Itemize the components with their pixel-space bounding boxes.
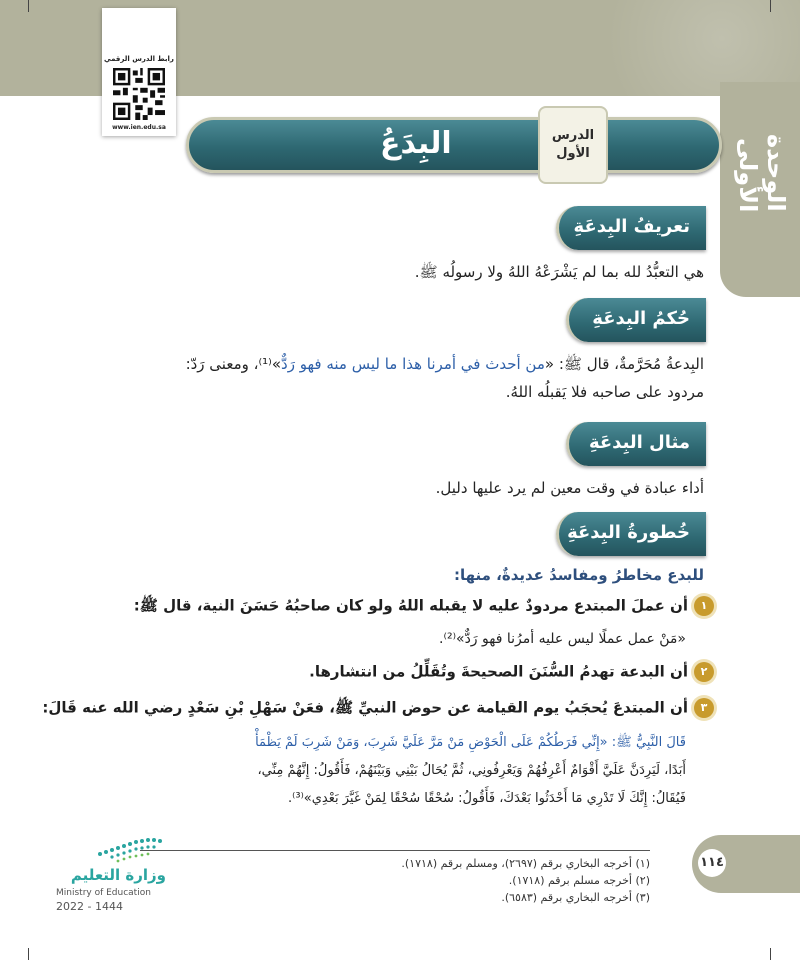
qr-label: رابط الدرس الرقمي xyxy=(104,55,174,63)
qr-url[interactable]: www.ien.edu.sa xyxy=(112,124,166,131)
section-header-danger xyxy=(556,512,706,556)
definition-text: هي التعبُّدُ لله بما لم يَشْرَعْهُ اللهُ ولا رسولُه ﷺ. xyxy=(414,263,704,281)
qr-code-icon[interactable] xyxy=(113,68,165,120)
section-header-definition xyxy=(556,206,706,250)
ruling-meaning: مردود على صاحبه فلا يَقبلُه اللهُ. xyxy=(505,383,704,401)
crop-mark xyxy=(28,948,29,960)
lesson-badge-word: الدرس xyxy=(551,128,595,143)
crop-mark xyxy=(770,0,771,12)
ministry-name-ar: وزارة التعليم xyxy=(70,866,166,884)
danger-intro: للبدع مخاطرُ ومفاسدُ عديدةٌ، منها: xyxy=(453,566,704,584)
section-title: حُكمُ البِدعَةِ xyxy=(592,308,690,329)
section-title: تعريفُ البِدعَةِ xyxy=(573,216,690,237)
lesson-badge-order: الأول xyxy=(556,146,590,161)
danger-point-2 xyxy=(309,662,714,682)
crop-mark xyxy=(770,948,771,960)
point-number: ٣ xyxy=(694,698,714,718)
danger-point-3-hadith-line-3: فَيُقَالُ: إِنَّكَ لَا تَدْرِي مَا أَحْدَثُوا بَعْدَكَ، فَأَقُولُ: سُحْقًا سُحْقًا لِمَنْ غَيَّرَ بَعْدِي»⁽³⁾. xyxy=(288,791,686,806)
page-number-tab xyxy=(692,835,800,893)
example-text: أداء عبادة في وقت معين لم يرد عليها دليل. xyxy=(435,479,704,497)
section-header-ruling xyxy=(566,298,706,342)
hadith-line: قَالَ النَّبِيُّ ﷺ: «إِنِّي فَرَطُكُمْ عَلَى الْحَوْضِ مَنْ مَرَّ عَلَيَّ شَرِبَ، وَمَنْ شَرِبَ لَمْ يَظْمَأْ xyxy=(255,735,686,750)
danger-point-1-hadith: «مَنْ عمل عملًا ليس عليه أمرُنا فهو رَدٌّ»⁽²⁾. xyxy=(439,631,686,647)
ruling-text-start: البِدعةُ مُحَرَّمةٌ، قال ﷺ: « xyxy=(544,355,704,373)
lesson-badge xyxy=(538,106,608,184)
section-title: مثال البِدعَةِ xyxy=(588,432,690,453)
ruling-hadith: من أحدث في أمرنا هذا ما ليس منه فهو رَدٌّ xyxy=(281,355,545,373)
section-title: خُطورةُ البِدعَةِ xyxy=(567,522,690,543)
page-number: ١١٤ xyxy=(698,849,726,877)
point-text: أن البدعة تهدمُ السُّنَنَ الصحيحةَ وتُقَلِّلُ من انتشارها. xyxy=(309,662,688,681)
footnote: (٢) أخرجه مسلم برقم (١٧١٨). xyxy=(508,874,650,887)
ministry-dots-icon xyxy=(56,832,166,866)
danger-point-3 xyxy=(42,698,714,721)
footnote: (٣) أخرجه البخاري برقم (٦٥٨٣). xyxy=(501,891,650,904)
point-text: أن المبتدعَ يُحجَبُ يوم القيامة عن حوض النبيِّ ﷺ، فعَنْ سَهْلِ بْنِ سَعْدٍ رضي الله عنه قَالَ: xyxy=(42,698,688,717)
crop-mark xyxy=(28,0,29,12)
unit-label: الوحدة الأولى xyxy=(734,134,790,212)
qr-card[interactable] xyxy=(102,8,176,136)
edition-year: 2022 - 1444 xyxy=(56,900,123,913)
danger-point-3-hadith-line-2: أَبَدًا، لَيَرِدَنَّ عَلَيَّ أَقْوَامٌ أَعْرِفُهُمْ وَيَعْرِفُونِي، ثُمَّ يُحَالُ بَيْنِي وَبَيْنَهُمْ، فَأَقُولُ: إِنَّهُمْ مِنِّي، xyxy=(257,763,686,778)
ministry-logo xyxy=(56,832,166,922)
danger-point-3-hadith-line-1 xyxy=(255,730,686,756)
footnotes xyxy=(140,850,650,906)
ministry-name-en: Ministry of Education xyxy=(56,888,151,898)
point-number: ٢ xyxy=(694,662,714,682)
footnote: (١) أخرجه البخاري برقم (٢٦٩٧)، ومسلم برقم (١٧١٨). xyxy=(401,857,650,870)
lesson-title-banner xyxy=(186,117,722,173)
point-number: ١ xyxy=(694,596,714,616)
lesson-title: البِدَعُ xyxy=(380,126,452,161)
section-header-example xyxy=(566,422,706,466)
ruling-text-end: »⁽¹⁾، ومعنى رَدّ: xyxy=(185,355,282,373)
ruling-text xyxy=(40,350,704,378)
danger-point-1 xyxy=(134,596,714,619)
point-text: أن عملَ المبتدع مردودٌ عليه لا يقبله اللهُ ولو كان صاحبُهُ حَسَنَ النية، قال ﷺ: xyxy=(133,596,688,615)
